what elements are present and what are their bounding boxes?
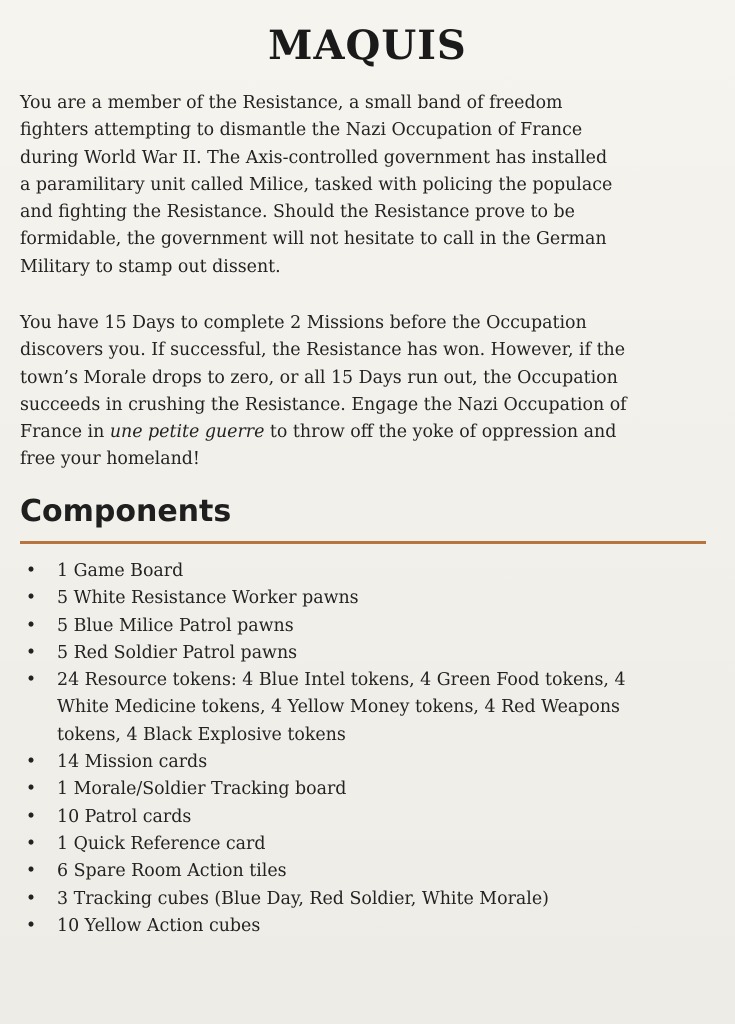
goal-text: to throw off the yoke of oppression and — [264, 422, 617, 443]
list-item — [20, 667, 720, 749]
list-item-text: 14 Mission cards — [57, 752, 208, 773]
intro-line: Military to stamp out dissent. — [20, 256, 281, 277]
list-item — [20, 749, 720, 776]
goal-line: free your homeland! — [20, 449, 200, 470]
bullet-icon: • — [25, 915, 37, 936]
goal-line: town’s Morale drops to zero, or all 15 Days run out, the Occupation — [20, 367, 618, 388]
bullet-icon: • — [25, 670, 37, 691]
list-item-text: White Medicine tokens, 4 Yellow Money tokens, 4 Red Weapons — [57, 697, 620, 718]
list-item — [20, 858, 720, 885]
list-item-text: tokens, 4 Black Explosive tokens — [57, 724, 346, 745]
list-item-text: 5 Blue Milice Patrol pawns — [57, 615, 294, 636]
bullet-icon: • — [25, 861, 37, 882]
goal-line: discovers you. If successful, the Resistance has won. However, if the — [20, 340, 626, 361]
list-item — [20, 776, 720, 803]
bullet-icon: • — [25, 888, 37, 909]
intro-line: and fighting the Resistance. Should the Resistance prove to be — [20, 202, 575, 223]
list-item — [20, 558, 720, 585]
goal-paragraph — [20, 310, 720, 474]
list-item-text: 6 Spare Room Action tiles — [57, 861, 287, 882]
list-item — [20, 831, 720, 858]
bullet-icon: • — [25, 588, 37, 609]
list-item-text: 10 Yellow Action cubes — [57, 915, 261, 936]
intro-line: a paramilitary unit called Milice, tasked with policing the populace — [20, 174, 613, 195]
list-item-text: 24 Resource tokens: 4 Blue Intel tokens, 4 Green Food tokens, 4 — [57, 670, 626, 691]
bullet-icon: • — [25, 779, 37, 800]
list-item-text: 10 Patrol cards — [57, 806, 192, 827]
components-heading: Components — [20, 494, 232, 529]
list-item — [20, 804, 720, 831]
list-item — [20, 585, 720, 612]
list-item-text: 3 Tracking cubes (Blue Day, Red Soldier, White Morale) — [57, 888, 549, 909]
intro-paragraph — [20, 90, 720, 281]
bullet-icon: • — [25, 642, 37, 663]
list-item — [20, 640, 720, 667]
section-divider — [20, 541, 706, 544]
french-phrase: une petite guerre — [109, 422, 265, 443]
list-item — [20, 886, 720, 913]
list-item-text: 5 White Resistance Worker pawns — [57, 588, 359, 609]
intro-line: formidable, the government will not hesitate to call in the German — [20, 229, 607, 250]
intro-line: You are a member of the Resistance, a small band of freedom — [20, 93, 563, 113]
page-title: MAQUIS — [268, 22, 467, 69]
list-item-text: 1 Game Board — [57, 561, 184, 581]
bullet-icon: • — [25, 833, 37, 854]
intro-line: during World War II. The Axis-controlled government has installed — [20, 147, 608, 168]
bullet-icon: • — [25, 561, 37, 581]
goal-text: France in — [20, 422, 110, 443]
bullet-icon: • — [25, 752, 37, 773]
list-item-text: 5 Red Soldier Patrol pawns — [57, 642, 298, 663]
bullet-icon: • — [25, 806, 37, 827]
list-item — [20, 613, 720, 640]
list-item-text: 1 Quick Reference card — [57, 833, 266, 854]
goal-line: You have 15 Days to complete 2 Missions before the Occupation — [20, 313, 587, 333]
intro-line: fighters attempting to dismantle the Nazi Occupation of France — [20, 120, 583, 141]
bullet-icon: • — [25, 615, 37, 636]
goal-line: succeeds in crushing the Resistance. Engage the Nazi Occupation of — [20, 394, 627, 415]
components-list — [20, 558, 720, 940]
list-item — [20, 913, 720, 940]
list-item-text: 1 Morale/Soldier Tracking board — [57, 779, 347, 800]
goal-line — [20, 419, 720, 446]
